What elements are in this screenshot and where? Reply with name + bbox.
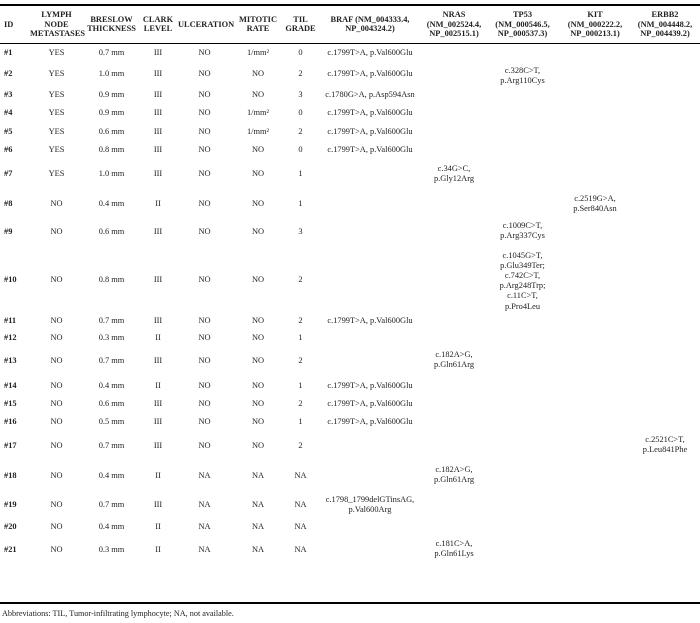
cell-til: 0 bbox=[298, 47, 303, 57]
cell-mitotic: NA bbox=[251, 471, 265, 481]
cell-clark: III bbox=[153, 499, 163, 509]
cell-tp53 bbox=[485, 122, 560, 141]
cell-breslow: 0.7 mm bbox=[98, 499, 125, 509]
cell-kit bbox=[560, 376, 630, 395]
header-nras: NRAS (NM_002524.4, NP_002515.1) bbox=[423, 5, 485, 43]
cell-mitotic: NO bbox=[251, 315, 265, 325]
cell-id: #9 bbox=[4, 227, 13, 237]
table-row bbox=[0, 158, 700, 190]
cell-til: 2 bbox=[298, 441, 303, 451]
cell-ulceration: NO bbox=[198, 198, 211, 208]
cell-id: #12 bbox=[4, 332, 17, 342]
cell-lymph: NO bbox=[50, 471, 63, 481]
table-row bbox=[0, 190, 700, 217]
cell-id: #10 bbox=[4, 274, 17, 284]
cell-erbb2 bbox=[630, 491, 700, 518]
cell-clark: III bbox=[153, 227, 163, 237]
cell-clark: II bbox=[155, 198, 161, 208]
cell-ulceration: NA bbox=[198, 521, 211, 531]
cell-erbb2 bbox=[630, 412, 700, 431]
cell-ulceration: NO bbox=[198, 144, 211, 154]
cell-clark: III bbox=[153, 89, 163, 99]
cell-erbb2 bbox=[630, 190, 700, 217]
cell-lymph: NO bbox=[50, 441, 63, 451]
table-row bbox=[0, 461, 700, 491]
cell-nras bbox=[423, 141, 485, 158]
cell-braf: c.1799T>A, p.Val600Glu bbox=[327, 47, 413, 57]
cell-clark: III bbox=[153, 107, 163, 117]
cell-breslow: 0.4 mm bbox=[98, 471, 125, 481]
cell-til: NA bbox=[294, 499, 307, 509]
cell-til: NA bbox=[294, 545, 307, 555]
cell-id: #19 bbox=[4, 499, 17, 509]
cell-tp53 bbox=[485, 491, 560, 518]
header-breslow-thickness: BRESLOW THICKNESS bbox=[84, 5, 139, 43]
cell-tp53 bbox=[485, 329, 560, 346]
cell-breslow: 0.7 mm bbox=[98, 441, 125, 451]
cell-til: 0 bbox=[298, 144, 303, 154]
cell-braf: c.1799T>A, p.Val600Glu bbox=[327, 144, 413, 154]
header-clark-level: CLARK LEVEL bbox=[139, 5, 177, 43]
cell-clark: III bbox=[153, 356, 163, 366]
cell-breslow: 0.6 mm bbox=[98, 398, 125, 408]
table-row bbox=[0, 491, 700, 518]
cell-til: 1 bbox=[298, 169, 303, 179]
cell-til: 2 bbox=[298, 315, 303, 325]
cell-clark: III bbox=[153, 274, 163, 284]
cell-kit bbox=[560, 62, 630, 86]
header-mitotic-rate: MITOTIC RATE bbox=[232, 5, 284, 43]
cell-tp53 bbox=[485, 376, 560, 395]
cell-lymph: NO bbox=[50, 227, 63, 237]
cell-clark: III bbox=[153, 69, 163, 79]
cell-nras bbox=[423, 103, 485, 122]
cell-breslow: 0.9 mm bbox=[98, 107, 125, 117]
cell-nras: c.181C>A, p.Gln61Lys bbox=[434, 539, 474, 559]
cell-mitotic: NO bbox=[251, 89, 265, 99]
cell-id: #16 bbox=[4, 416, 17, 426]
cell-kit bbox=[560, 312, 630, 329]
cell-nras bbox=[423, 247, 485, 312]
cell-id: #21 bbox=[4, 545, 17, 555]
cell-kit bbox=[560, 103, 630, 122]
cell-kit bbox=[560, 217, 630, 247]
cell-tp53 bbox=[485, 86, 560, 103]
cell-lymph: NO bbox=[50, 356, 63, 366]
header-id: ID bbox=[0, 5, 29, 43]
table-row bbox=[0, 86, 700, 103]
cell-tp53 bbox=[485, 461, 560, 491]
cell-breslow: 0.4 mm bbox=[98, 521, 125, 531]
cell-id: #7 bbox=[4, 169, 13, 179]
cell-braf bbox=[317, 158, 423, 190]
cell-braf: c.1799T>A, p.Val600Glu bbox=[327, 69, 413, 79]
cell-lymph: NO bbox=[50, 416, 63, 426]
cell-breslow: 0.6 mm bbox=[98, 227, 125, 237]
header-ulceration: ULCERATION bbox=[177, 5, 232, 43]
cell-breslow: 0.8 mm bbox=[98, 144, 125, 154]
cell-tp53: c.1009C>T, p.Arg337Cys bbox=[500, 221, 545, 241]
table-row bbox=[0, 431, 700, 461]
cell-kit bbox=[560, 518, 630, 535]
cell-id: #6 bbox=[4, 144, 13, 154]
cell-breslow: 0.3 mm bbox=[98, 332, 125, 342]
cell-nras bbox=[423, 395, 485, 412]
cell-id: #17 bbox=[4, 441, 17, 451]
table-row bbox=[0, 103, 700, 122]
cell-tp53 bbox=[485, 346, 560, 376]
table-row bbox=[0, 247, 700, 312]
cell-braf: c.1799T>A, p.Val600Glu bbox=[327, 416, 413, 426]
cell-kit bbox=[560, 431, 630, 461]
cell-kit bbox=[560, 412, 630, 431]
cell-braf: c.1799T>A, p.Val600Glu bbox=[327, 380, 413, 390]
cell-clark: III bbox=[153, 398, 163, 408]
cell-tp53 bbox=[485, 312, 560, 329]
cell-nras bbox=[423, 312, 485, 329]
cell-tp53 bbox=[485, 412, 560, 431]
cell-erbb2 bbox=[630, 312, 700, 329]
cell-kit bbox=[560, 461, 630, 491]
cell-clark: II bbox=[155, 545, 161, 555]
cell-tp53 bbox=[485, 535, 560, 565]
cell-ulceration: NA bbox=[198, 545, 211, 555]
cell-lymph: NO bbox=[50, 380, 63, 390]
table-row bbox=[0, 346, 700, 376]
cell-lymph: YES bbox=[48, 47, 65, 57]
cell-lymph: YES bbox=[48, 144, 65, 154]
cell-id: #4 bbox=[4, 107, 13, 117]
cell-nras bbox=[423, 62, 485, 86]
cell-til: 1 bbox=[298, 332, 303, 342]
cell-kit bbox=[560, 535, 630, 565]
cell-til: 1 bbox=[298, 380, 303, 390]
cell-kit bbox=[560, 346, 630, 376]
cell-lymph: NO bbox=[50, 545, 63, 555]
cell-ulceration: NO bbox=[198, 227, 211, 237]
cell-erbb2 bbox=[630, 122, 700, 141]
cell-kit bbox=[560, 329, 630, 346]
cell-clark: III bbox=[153, 47, 163, 57]
cell-kit bbox=[560, 158, 630, 190]
header-kit: KIT (NM_000222.2, NP_000213.1) bbox=[560, 5, 630, 43]
table-row bbox=[0, 217, 700, 247]
cell-mitotic: NO bbox=[251, 144, 265, 154]
cell-lymph: NO bbox=[50, 521, 63, 531]
cell-mitotic: 1/mm² bbox=[246, 107, 270, 117]
cell-braf bbox=[317, 217, 423, 247]
cell-nras: c.34G>C, p.Gly12Arg bbox=[433, 164, 475, 184]
cell-til: 1 bbox=[298, 416, 303, 426]
cell-nras bbox=[423, 518, 485, 535]
cell-ulceration: NO bbox=[198, 441, 211, 451]
cell-id: #20 bbox=[4, 521, 17, 531]
table-row bbox=[0, 376, 700, 395]
cell-erbb2 bbox=[630, 518, 700, 535]
cell-mitotic: NA bbox=[251, 521, 265, 531]
cell-mitotic: NA bbox=[251, 545, 265, 555]
cell-erbb2 bbox=[630, 461, 700, 491]
cell-braf bbox=[317, 431, 423, 461]
cell-til: 2 bbox=[298, 69, 303, 79]
cell-nras bbox=[423, 431, 485, 461]
cell-lymph: NO bbox=[50, 332, 63, 342]
table-bottom-rule bbox=[0, 602, 700, 604]
header-braf: BRAF (NM_004333.4, NP_004324.2) bbox=[317, 5, 423, 43]
cell-braf: c.1798_1799delGTinsAG, p.Val600Arg bbox=[325, 495, 415, 515]
cell-lymph: YES bbox=[48, 69, 65, 79]
cell-ulceration: NO bbox=[198, 274, 211, 284]
table-row bbox=[0, 62, 700, 86]
cell-breslow: 0.3 mm bbox=[98, 545, 125, 555]
cell-braf: c.1780G>A, p.Asp594Asn bbox=[325, 89, 415, 99]
cell-breslow: 0.7 mm bbox=[98, 47, 125, 57]
table-row bbox=[0, 122, 700, 141]
cell-breslow: 0.9 mm bbox=[98, 89, 125, 99]
cell-erbb2 bbox=[630, 395, 700, 412]
cell-mitotic: NO bbox=[251, 416, 265, 426]
cell-nras bbox=[423, 122, 485, 141]
cell-ulceration: NA bbox=[198, 499, 211, 509]
cell-tp53 bbox=[485, 518, 560, 535]
cell-clark: III bbox=[153, 441, 163, 451]
cell-tp53 bbox=[485, 103, 560, 122]
cell-erbb2 bbox=[630, 43, 700, 62]
cell-kit bbox=[560, 395, 630, 412]
header-erbb2: ERBB2 (NM_004448.2, NP_004439.2) bbox=[630, 5, 700, 43]
cell-nras bbox=[423, 329, 485, 346]
table-row bbox=[0, 141, 700, 158]
cell-braf bbox=[317, 346, 423, 376]
cell-mitotic: NO bbox=[251, 169, 265, 179]
cell-mitotic: NO bbox=[251, 380, 265, 390]
cell-clark: II bbox=[155, 332, 161, 342]
cell-lymph: YES bbox=[48, 126, 65, 136]
cell-nras bbox=[423, 412, 485, 431]
cell-clark: II bbox=[155, 471, 161, 481]
cell-mitotic: NO bbox=[251, 227, 265, 237]
cell-kit bbox=[560, 43, 630, 62]
cell-braf bbox=[317, 190, 423, 217]
cell-til: 2 bbox=[298, 126, 303, 136]
cell-tp53 bbox=[485, 431, 560, 461]
cell-kit bbox=[560, 86, 630, 103]
cell-erbb2 bbox=[630, 329, 700, 346]
cell-mitotic: NO bbox=[251, 198, 265, 208]
cell-ulceration: NO bbox=[198, 69, 211, 79]
cell-mitotic: NA bbox=[251, 499, 265, 509]
cell-ulceration: NO bbox=[198, 356, 211, 366]
cell-breslow: 0.4 mm bbox=[98, 380, 125, 390]
table-row bbox=[0, 329, 700, 346]
cell-erbb2 bbox=[630, 535, 700, 565]
cell-erbb2 bbox=[630, 103, 700, 122]
cell-ulceration: NO bbox=[198, 47, 211, 57]
cell-id: #14 bbox=[4, 380, 17, 390]
cell-nras bbox=[423, 86, 485, 103]
cell-ulceration: NO bbox=[198, 107, 211, 117]
cell-id: #11 bbox=[4, 315, 17, 325]
table-header bbox=[0, 5, 700, 43]
cell-braf bbox=[317, 518, 423, 535]
header-til-grade: TIL GRADE bbox=[284, 5, 317, 43]
cell-breslow: 0.6 mm bbox=[98, 126, 125, 136]
cell-breslow: 0.5 mm bbox=[98, 416, 125, 426]
cell-erbb2 bbox=[630, 217, 700, 247]
cell-tp53 bbox=[485, 43, 560, 62]
header-tp53: TP53 (NM_000546.5, NP_000537.3) bbox=[485, 5, 560, 43]
cell-id: #13 bbox=[4, 356, 17, 366]
cell-lymph: NO bbox=[50, 274, 63, 284]
cell-ulceration: NA bbox=[198, 471, 211, 481]
cell-braf bbox=[317, 247, 423, 312]
cell-erbb2 bbox=[630, 158, 700, 190]
cell-id: #5 bbox=[4, 126, 13, 136]
cell-breslow: 1.0 mm bbox=[98, 69, 125, 79]
cell-til: 3 bbox=[298, 89, 303, 99]
cell-nras bbox=[423, 491, 485, 518]
cell-mitotic: 1/mm² bbox=[246, 47, 270, 57]
cell-breslow: 0.7 mm bbox=[98, 315, 125, 325]
cell-til: NA bbox=[294, 471, 307, 481]
table-row bbox=[0, 412, 700, 431]
cell-kit bbox=[560, 247, 630, 312]
cell-kit bbox=[560, 122, 630, 141]
cell-clark: III bbox=[153, 144, 163, 154]
cell-erbb2: c.2521C>T, p.Leu841Phe bbox=[642, 435, 688, 455]
cell-ulceration: NO bbox=[198, 126, 211, 136]
cell-id: #2 bbox=[4, 69, 13, 79]
cell-ulceration: NO bbox=[198, 315, 211, 325]
table-row bbox=[0, 43, 700, 62]
cell-lymph: NO bbox=[50, 499, 63, 509]
cell-clark: III bbox=[153, 416, 163, 426]
table-row bbox=[0, 518, 700, 535]
cell-id: #3 bbox=[4, 89, 13, 99]
cell-braf bbox=[317, 329, 423, 346]
cell-tp53 bbox=[485, 158, 560, 190]
cell-ulceration: NO bbox=[198, 416, 211, 426]
cell-nras: c.182A>G, p.Gln61Arg bbox=[433, 465, 475, 485]
cell-nras bbox=[423, 376, 485, 395]
cell-tp53 bbox=[485, 141, 560, 158]
cell-ulceration: NO bbox=[198, 380, 211, 390]
cell-mitotic: NO bbox=[251, 441, 265, 451]
cell-til: 1 bbox=[298, 198, 303, 208]
cell-nras: c.182A>G, p.Gln61Arg bbox=[433, 350, 475, 370]
cell-kit: c.2519G>A, p.Ser840Asn bbox=[573, 194, 617, 214]
cell-mitotic: 1/mm² bbox=[246, 126, 270, 136]
cell-ulceration: NO bbox=[198, 332, 211, 342]
cell-kit bbox=[560, 491, 630, 518]
cell-braf: c.1799T>A, p.Val600Glu bbox=[327, 398, 413, 408]
cell-ulceration: NO bbox=[198, 89, 211, 99]
cell-breslow: 0.7 mm bbox=[98, 356, 125, 366]
cell-mitotic: NO bbox=[251, 69, 265, 79]
cell-erbb2 bbox=[630, 86, 700, 103]
table-row bbox=[0, 395, 700, 412]
cell-lymph: NO bbox=[50, 315, 63, 325]
cell-lymph: YES bbox=[48, 169, 65, 179]
cell-id: #8 bbox=[4, 198, 13, 208]
cell-id: #15 bbox=[4, 398, 17, 408]
table-body bbox=[0, 43, 700, 565]
cell-erbb2 bbox=[630, 376, 700, 395]
cell-id: #1 bbox=[4, 47, 13, 57]
table-row bbox=[0, 312, 700, 329]
cell-mitotic: NO bbox=[251, 274, 265, 284]
cell-braf bbox=[317, 461, 423, 491]
cell-braf: c.1799T>A, p.Val600Glu bbox=[327, 107, 413, 117]
cell-erbb2 bbox=[630, 62, 700, 86]
cell-erbb2 bbox=[630, 247, 700, 312]
cell-braf: c.1799T>A, p.Val600Glu bbox=[327, 315, 413, 325]
cell-ulceration: NO bbox=[198, 398, 211, 408]
cell-mitotic: NO bbox=[251, 398, 265, 408]
cell-til: NA bbox=[294, 521, 307, 531]
cell-ulceration: NO bbox=[198, 169, 211, 179]
cell-mitotic: NO bbox=[251, 332, 265, 342]
cell-braf: c.1799T>A, p.Val600Glu bbox=[327, 126, 413, 136]
cell-nras bbox=[423, 217, 485, 247]
cell-nras bbox=[423, 190, 485, 217]
cell-nras bbox=[423, 43, 485, 62]
cell-tp53 bbox=[485, 190, 560, 217]
cell-clark: III bbox=[153, 126, 163, 136]
cell-lymph: NO bbox=[50, 198, 63, 208]
cell-lymph: YES bbox=[48, 107, 65, 117]
cell-tp53 bbox=[485, 395, 560, 412]
cell-mitotic: NO bbox=[251, 356, 265, 366]
cell-lymph: NO bbox=[50, 398, 63, 408]
cell-clark: III bbox=[153, 169, 163, 179]
table-footnote: Abbreviations: TIL, Tumor-infiltrating lymphocyte; NA, not available. bbox=[2, 609, 234, 618]
cell-clark: II bbox=[155, 380, 161, 390]
cell-clark: III bbox=[153, 315, 163, 325]
cell-til: 2 bbox=[298, 274, 303, 284]
cell-til: 2 bbox=[298, 356, 303, 366]
cell-tp53: c.328C>T, p.Arg110Cys bbox=[500, 66, 545, 86]
cell-tp53: c.1045G>T, p.Glu349Ter; c.742C>T, p.Arg248Trp; c.11C>T, p.Pro4Leu bbox=[499, 251, 546, 311]
cell-erbb2 bbox=[630, 346, 700, 376]
cell-id: #18 bbox=[4, 471, 17, 481]
cell-clark: II bbox=[155, 521, 161, 531]
cell-kit bbox=[560, 141, 630, 158]
cell-erbb2 bbox=[630, 141, 700, 158]
header-lymph-node-metastases: LYMPH NODE METASTASES bbox=[29, 5, 84, 43]
cell-breslow: 0.4 mm bbox=[98, 198, 125, 208]
cell-til: 0 bbox=[298, 107, 303, 117]
cell-breslow: 1.0 mm bbox=[98, 169, 125, 179]
table-row bbox=[0, 535, 700, 565]
cell-breslow: 0.8 mm bbox=[98, 274, 125, 284]
cell-til: 2 bbox=[298, 398, 303, 408]
cell-til: 3 bbox=[298, 227, 303, 237]
mutation-table bbox=[0, 4, 700, 565]
cell-braf bbox=[317, 535, 423, 565]
cell-lymph: YES bbox=[48, 89, 65, 99]
